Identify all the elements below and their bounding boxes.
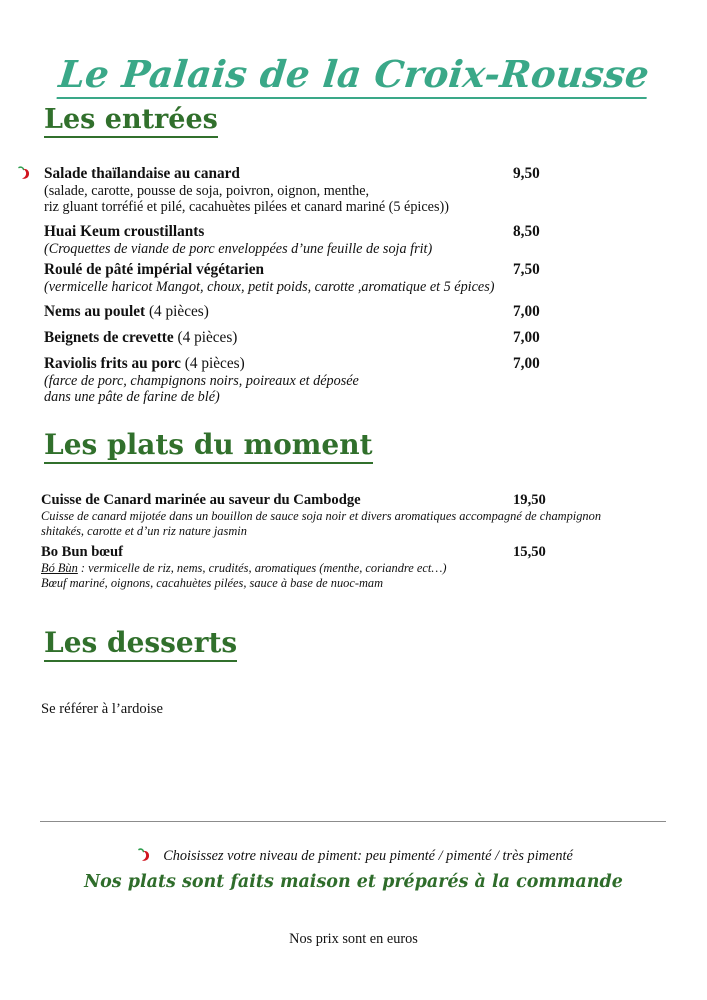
plat-item-price: 19,50 <box>513 492 546 508</box>
plat-item-description-rest: : vermicelle de riz, nems, crudités, aromatiques (menthe, coriandre ect…) <box>77 561 447 575</box>
menu-item-description-line: (Croquettes de viande de porc enveloppées d’une feuille de soja frit) <box>44 241 433 257</box>
menu-item-name: Beignets de crevette <box>44 329 174 346</box>
menu-item-price: 9,50 <box>513 165 540 182</box>
plat-item-description-line: Cuisse de canard mijotée dans un bouillon de sauce soja noir et divers aromatiques accompagné de champignon <box>41 509 602 523</box>
plat-item-heading-row <box>41 543 681 561</box>
section-heading-plats-text: Les plats du moment <box>44 428 373 464</box>
plat-item-name: Cuisse de Canard marinée au saveur du Cambodge <box>41 492 361 508</box>
menu-item-heading-row <box>26 222 676 241</box>
menu-item-heading-row <box>26 328 676 347</box>
menu-item-description-line: (farce de porc, champignons noirs, poireaux et déposée <box>44 373 359 389</box>
restaurant-title <box>0 52 707 99</box>
footer-maison-note: Nos plats sont faits maison et préparés à la commande <box>84 872 623 892</box>
menu-item-name: Nems au poulet <box>44 303 146 320</box>
footer-spice-note-text: Choisissez votre niveau de piment: peu pimenté / pimenté / très pimenté <box>163 848 573 864</box>
menu-item-description-line: riz gluant torréfié et pilé, cacahuètes pilées et canard mariné (5 épices)) <box>44 199 449 216</box>
plat-item-description-line: Bœuf mariné, oignons, cacahuètes pilées, sauce à base de nuoc-mam <box>41 575 384 590</box>
plat-item-heading-row <box>41 491 681 509</box>
chili-pepper-icon <box>134 847 154 863</box>
plat-item-description-line <box>41 561 681 576</box>
menu-item-name: Raviolis frits au porc <box>44 355 181 372</box>
plat-item-description-term: Bó Bùn <box>41 561 78 575</box>
footer-divider <box>40 821 666 822</box>
plat-item-description-line: shitakés, carotte et d’un riz nature jasmin <box>41 523 247 538</box>
menu-item-qty: (4 pièces) <box>173 329 238 346</box>
menu-item <box>26 302 676 321</box>
menu-item-heading-row <box>26 302 676 321</box>
menu-item-price: 7,50 <box>513 261 540 278</box>
menu-item-name: Huai Keum croustillants <box>44 223 205 240</box>
plat-item-name: Bo Bun bœuf <box>41 544 123 560</box>
section-heading-desserts-text: Les desserts <box>44 626 237 662</box>
footer-prices-note: Nos prix sont en euros <box>289 931 418 947</box>
menu-item-price: 7,00 <box>513 355 540 372</box>
plat-item <box>41 491 681 538</box>
plat-item <box>41 543 681 590</box>
menu-item-price: 8,50 <box>513 223 540 240</box>
menu-item-price: 7,00 <box>513 329 540 346</box>
section-heading-desserts <box>44 626 237 662</box>
section-heading-plats <box>44 428 373 464</box>
menu-item <box>26 260 676 295</box>
menu-item-heading-row <box>26 164 676 183</box>
desserts-note: Se référer à l’ardoise <box>41 701 163 717</box>
menu-item-heading-row <box>26 354 676 373</box>
menu-item-price: 7,00 <box>513 303 540 320</box>
plat-item-price: 15,50 <box>513 544 546 560</box>
footer-spice-note <box>0 847 707 865</box>
menu-item-qty: (4 pièces) <box>145 303 209 320</box>
menu-item-heading-row <box>26 260 676 279</box>
section-heading-entrees <box>44 104 218 138</box>
menu-item <box>26 222 676 257</box>
menu-item <box>26 328 676 347</box>
restaurant-title-text: Le Palais de la Croix-Rousse <box>56 52 651 99</box>
menu-item <box>26 164 676 216</box>
menu-item <box>26 354 676 406</box>
menu-item-qty: (4 pièces) <box>180 355 245 372</box>
section-heading-entrees-text: Les entrées <box>44 104 218 138</box>
menu-item-name: Roulé de pâté impérial végétarien <box>44 261 265 278</box>
menu-item-description-line: (vermicelle haricot Mangot, choux, petit poids, carotte ,aromatique et 5 épices) <box>44 279 495 295</box>
chili-pepper-icon <box>16 165 32 181</box>
menu-item-description-line: dans une pâte de farine de blé) <box>44 389 220 406</box>
menu-item-name: Salade thaïlandaise au canard <box>44 165 240 182</box>
menu-item-description-line: (salade, carotte, pousse de soja, poivron, oignon, menthe, <box>44 183 370 199</box>
